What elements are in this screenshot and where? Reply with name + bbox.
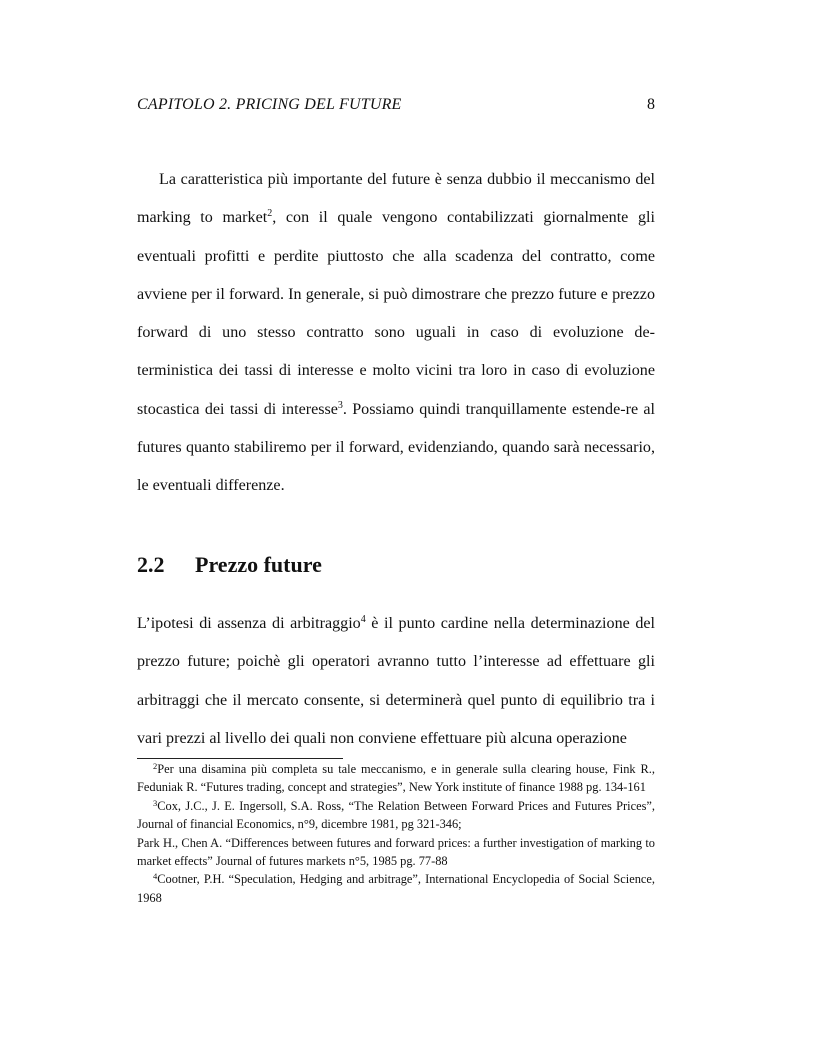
footnote-2: [137, 760, 655, 797]
footnote-mark: 3: [153, 797, 158, 808]
footnote-divider: [137, 758, 343, 759]
footnote-ref-3[interactable]: 3: [337, 399, 343, 411]
chapter-title: CAPITOLO 2. PRICING DEL FUTURE: [137, 96, 402, 113]
footnote-3: [137, 797, 655, 834]
section-heading: [137, 552, 322, 578]
section-title: Prezzo future: [195, 552, 322, 577]
footnote-mark: 2: [153, 761, 158, 771]
footnote-ref-4[interactable]: 4: [360, 614, 366, 625]
footnote-3-continued: [137, 834, 655, 871]
paragraph-text: . Possiamo quindi tranquillamente estende-re al futures quanto stabiliremo per il forward, evidenziando, quando sarà necessario, le eventuali differenze.: [137, 400, 656, 495]
footnote-4: [137, 870, 655, 907]
footnote-text: Per una disamina più completa su tale meccanismo, e in generale sulla clearing house, Fink R., Feduniak R. “Futures trading, concept and strategies”, New York institute of finance 1988 pg. 134-161: [137, 762, 655, 795]
paragraph-marking-to-market: [137, 161, 655, 506]
paragraph-text: La caratteristica più importante del future è senza dubbio il meccanismo del marking to market: [137, 171, 655, 227]
running-header: [137, 96, 655, 118]
paragraph-text: è il punto cardine nella determinazione del prezzo future; poichè gli operatori avranno tutto l’interesse ad effettuare gli arbitraggi che il mercato consente, si determinerà quel punto di equilibrio tra i vari prezzi al livello dei quali non conviene effettuare più alcuna operazione: [137, 615, 655, 747]
paragraph-text: , con il quale vengono contabilizzati giornalmente gli eventuali profitti e perdite piuttosto che alla scadenza del contratto, come avviene per il forward. In generale, si può dimostrare che prezzo future e prezzo forward di uno stesso contratto sono uguali in caso di evoluzione de-terministica dei tassi di interesse e molto vicini tra loro in caso di evoluzione stocastica dei tassi di interesse: [137, 209, 655, 418]
footnotes: [137, 760, 655, 907]
section-number: 2.2: [137, 552, 165, 577]
footnote-text: Park H., Chen A. “Differences between futures and forward prices: a further investigation of marking to market effects” Journal of futures markets n°5, 1985 pg. 77-88: [137, 835, 655, 869]
paragraph-text: L’ipotesi di assenza di arbitraggio: [137, 615, 361, 632]
footnote-text: Cootner, P.H. “Speculation, Hedging and arbitrage”, International Encyclopedia of Social Science, 1968: [137, 872, 655, 905]
footnote-ref-2[interactable]: 2: [267, 208, 273, 220]
page-number: 8: [647, 96, 655, 113]
paragraph-arbitrage: [137, 605, 655, 758]
footnote-mark: 4: [153, 871, 158, 882]
footnote-text: Cox, J.C., J. E. Ingersoll, S.A. Ross, “The Relation Between Forward Prices and Futures Prices”, Journal of financial Economics, n°9, dicembre 1981, pg 321-346;: [137, 798, 655, 832]
